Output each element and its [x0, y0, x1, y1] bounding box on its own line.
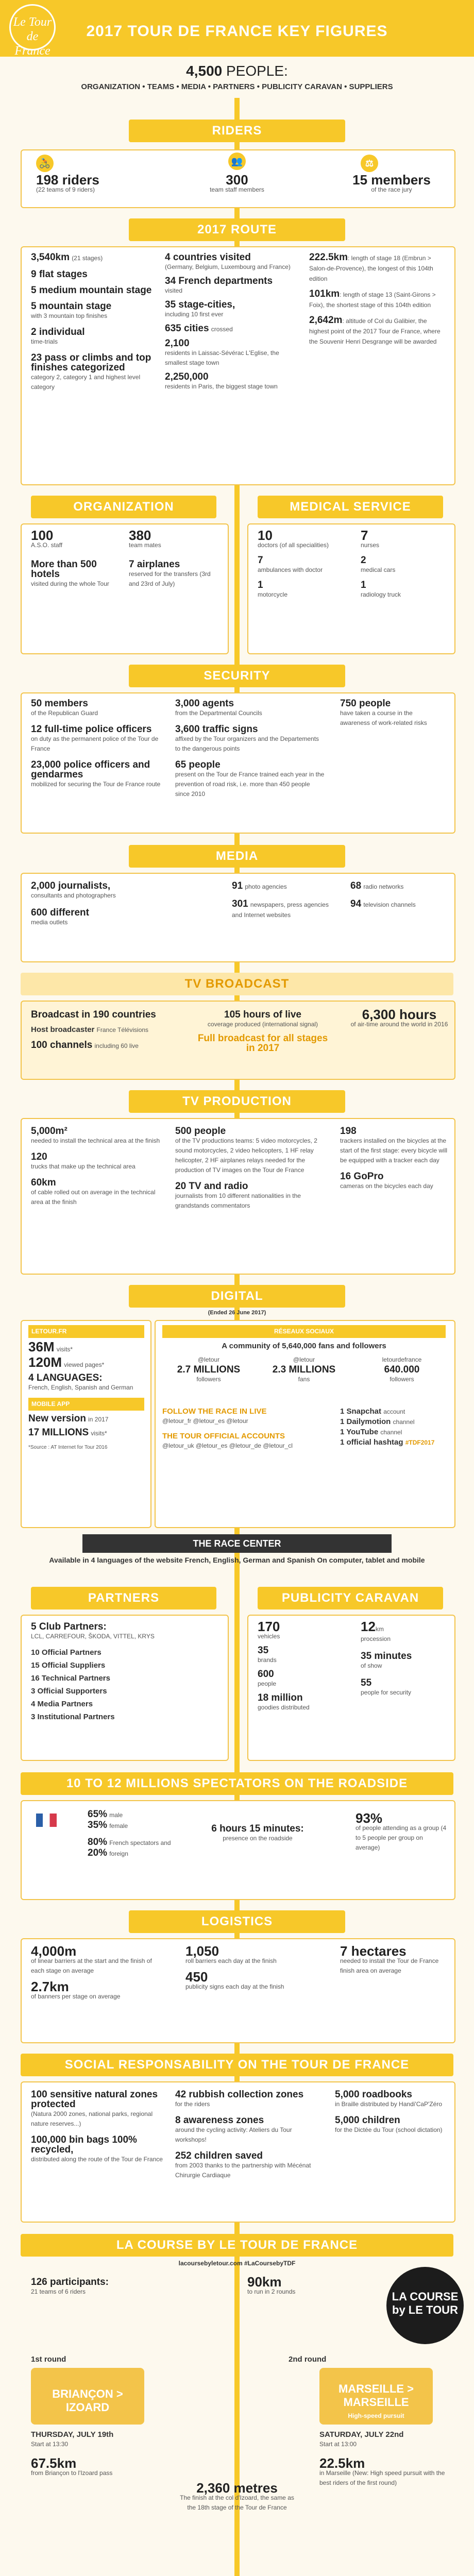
r2-label: 2nd round	[289, 2355, 327, 2364]
digital-mobile-label: MOBILE APP	[28, 1398, 144, 1411]
sec-chosen-sub: have taken a course in the awareness of work-related risks	[340, 709, 427, 726]
prod-col1	[31, 1126, 165, 1207]
r2-date: SATURDAY, JULY 22nd	[319, 2430, 404, 2439]
social-roadbooks-sub: in Braille distributed by Handi'CaP'Zéro	[335, 2100, 443, 2108]
partners-osupp: 3 Official Supporters	[31, 1687, 107, 1696]
med-cars-sub: medical cars	[361, 566, 396, 573]
broadcast-host: Host broadcaster	[31, 1025, 95, 1034]
broadcast-col3	[350, 1007, 448, 1029]
digital-app-visits-sub: visits*	[91, 1430, 107, 1437]
log-hectares-sub: needed to install the Tour de France finish area on average	[340, 1957, 439, 1974]
sec-traffic-sub: affixed by the Tour organizers and the Departements to the dangerous points	[175, 735, 319, 752]
org-col2	[129, 528, 222, 589]
org-staff: 100	[31, 528, 54, 543]
section-logistics-title: LOGISTICS	[129, 1910, 345, 1933]
prod-cable: 5,000m²	[31, 1126, 67, 1137]
media-photo: 91	[232, 880, 243, 891]
caravan-brands-sub: brands	[258, 1656, 277, 1664]
spect-time-sub: presence on the roadside	[223, 1835, 293, 1842]
section-partners-title: PARTNERS	[31, 1587, 216, 1609]
med-col2	[361, 528, 448, 600]
r1-km: 67.5km	[31, 2455, 77, 2471]
people-num: 4,500	[186, 63, 223, 79]
route-mountain-sub: with 3 mountain top finishes	[31, 312, 108, 319]
log-banners-sub: of banners per stage on average	[31, 1993, 121, 2000]
social-zones: 100 sensitive natural zones protected	[31, 2089, 158, 2110]
spect-french: 80%	[88, 1837, 108, 1848]
broadcast-countries: Broadcast in 190 countries	[31, 1009, 156, 1020]
twitter-count: 2.7 MILLIONS	[177, 1364, 241, 1375]
digital-social-label: RÉSEAUX SOCIAUX	[162, 1325, 446, 1338]
r2-type: High-speed pursuit	[348, 2412, 404, 2419]
r2-town: MARSEILLE > MARSEILLE	[338, 2382, 414, 2409]
daily-label: 1 Dailymotion	[340, 1417, 391, 1426]
digital-follow-sub: @letour_fr @letour_es @letour	[162, 1417, 248, 1425]
section-media-title: MEDIA	[129, 845, 345, 868]
broadcast-full: Full broadcast for all stages in 2017	[197, 1033, 328, 1054]
route-longest-sub: : length of stage 18 (Embrun > Salon-de-Provence), the longest of this 104th edition	[309, 255, 433, 282]
section-lacourse-title: LA COURSE BY LE TOUR DE FRANCE	[21, 2234, 453, 2257]
sec-chosen: 750 people	[340, 698, 391, 709]
lacourse-alt	[175, 2480, 299, 2513]
route-residents-small: 2,100	[165, 338, 190, 349]
broadcast-col1	[31, 1010, 185, 1051]
hashtag-label: 1 official hashtag	[340, 1438, 403, 1447]
spect-male-sub: male	[109, 1811, 123, 1819]
log-roll-sub: roll barriers each day at the finish	[185, 1957, 277, 1964]
route-col3	[309, 252, 446, 347]
riders-sub: (22 teams of 9 riders)	[36, 186, 95, 193]
route-distance-sub: (21 stages)	[72, 255, 103, 262]
spect-foreign-sub: foreign	[109, 1850, 128, 1857]
spect-col1	[88, 1809, 191, 1859]
social-children-sub: from 2003 thanks to the partnership with Mécénat Chirurgie Cardiaque	[175, 2162, 311, 2179]
med-moto: 1	[258, 580, 263, 590]
page-title: 2017 TOUR DE FRANCE KEY FIGURES	[86, 23, 388, 40]
social-col2	[175, 2090, 319, 2180]
lacourse-alt-num: 2,360 metres	[196, 2480, 278, 2496]
caravan-procession-sub: procession	[361, 1635, 391, 1642]
r2-info	[319, 2430, 453, 2488]
route-stagecities-sub: including 10 first ever	[165, 311, 224, 318]
spect-stage: 93%	[356, 1810, 383, 1826]
instagram-count: 640.000	[384, 1364, 420, 1375]
twitter-handle: @letour	[197, 1356, 220, 1363]
facebook-count: 2.3 MILLIONS	[272, 1364, 336, 1375]
section-digital-title: DIGITAL	[129, 1285, 345, 1308]
org-hotels: More than 500 hotels	[31, 559, 97, 580]
jury-icon: ⚖	[361, 155, 378, 172]
log-barriers: 4,000m	[31, 1943, 77, 1959]
spect-col2	[196, 1824, 319, 1843]
caravan-vehicles: 170	[258, 1619, 280, 1634]
sec-fulltime-sub: on duty as the permanent police of the Tour de France	[31, 735, 159, 752]
french-flag-icon	[36, 1814, 57, 1827]
digital-pages-sub: viewed pages*	[64, 1361, 105, 1368]
med-doctors-sub: doctors (of all specialities)	[258, 541, 329, 549]
route-residents-big-sub: residents in Paris, the biggest stage town	[165, 383, 278, 390]
social-rubbish-sub: for the riders	[175, 2100, 210, 2108]
route-countries: 4 countries visited	[165, 252, 251, 263]
twitter-sub: followers	[196, 1376, 221, 1383]
r2-km-sub: in Marseille (New: High speed pursuit with the best riders of the first round)	[319, 2469, 445, 2486]
partners-suppliers: 15 Official Suppliers	[31, 1661, 106, 1670]
sec-col2	[175, 699, 325, 799]
route-mountain: 5 mountain stage	[31, 301, 112, 312]
instagram-block	[356, 1355, 448, 1384]
media-outlets-sub: media outlets	[31, 919, 68, 926]
r1-info	[31, 2430, 185, 2478]
r2-time: Start at 13:00	[319, 2441, 357, 2448]
r1-town-card	[31, 2368, 144, 2425]
media-news: 301	[232, 899, 248, 909]
section-social-title: SOCIAL RESPONSABILITY ON THE TOUR DE FRANCE	[21, 2054, 453, 2076]
race-center-note: Available in 4 languages of the website French, English, German and Spanish On computer, tablet and mobile	[49, 1556, 425, 1564]
sec-agents: 3,000 agents	[175, 698, 234, 709]
digital-community: A community of 5,640,000 fans and followers	[222, 1342, 386, 1350]
caravan-security: 55	[361, 1677, 372, 1688]
social-schoolchildren-sub: for the Dictée du Tour (school dictation)	[335, 2126, 443, 2133]
social-zones-sub: (Natura 2000 zones, national parks, regional nature reserves...)	[31, 2110, 153, 2127]
digital-app-visits: 17 MILLIONS	[28, 1427, 89, 1438]
lacourse-site: lacoursebyletour.com #LaCoursebyTDF	[178, 2260, 296, 2267]
header-band	[0, 0, 474, 57]
org-planes: 7 airplanes	[129, 559, 180, 570]
social-bags-sub: distributed along the route of the Tour de France	[31, 2156, 163, 2163]
prod-gopro-sub: cameras on the bicycles each day	[340, 1182, 433, 1190]
org-mates-label: team mates	[129, 541, 161, 549]
people-label: PEOPLE:	[226, 63, 288, 79]
route-medium: 5 medium mountain stage	[31, 285, 152, 296]
lacourse-participants-num: 126 participants:	[31, 2277, 109, 2287]
media-radio: 68	[350, 880, 362, 891]
broadcast-airtime-sub: of air-time around the world in 2016	[350, 1021, 448, 1028]
route-col1	[31, 252, 160, 392]
route-stagecities: 35 stage-cities,	[165, 299, 235, 310]
r1-km-sub: from Briançon to l'Izoard pass	[31, 2469, 113, 2477]
med-radiology: 1	[361, 580, 366, 590]
caravan-brands: 35	[258, 1645, 269, 1656]
section-riders-title: RIDERS	[129, 120, 345, 142]
digital-web	[28, 1325, 144, 1452]
social-children: 252 children saved	[175, 2150, 263, 2161]
prod-col2	[175, 1126, 330, 1211]
partners-club: 5 Club Partners:	[31, 1621, 107, 1632]
people-groups: ORGANIZATION • TEAMS • MEDIA • PARTNERS • PUBLICITY CARAVAN • SUPPLIERS	[81, 82, 393, 91]
spect-stage-sub: of people attending as a group (4 to 5 people per group on average)	[356, 1824, 447, 1851]
people-count	[0, 63, 474, 79]
route-residents-small-sub: residents in Laissac-Sévérac L'Eglise, the smallest stage town	[165, 349, 279, 366]
broadcast-host-sub: France Télévisions	[96, 1026, 149, 1033]
caravan-procession-unit: km	[375, 1625, 384, 1633]
med-radiology-sub: radiology truck	[361, 591, 401, 598]
spect-male: 65%	[88, 1809, 108, 1820]
prod-gopro: 16 GoPro	[340, 1171, 384, 1182]
route-shortest: 101km	[309, 289, 340, 299]
caravan-people-sub: people	[258, 1680, 277, 1687]
digital-channels	[340, 1406, 448, 1448]
lacourse-alt-sub: The finish at the col d'Izoard, the same as the 18th stage of the Tour de France	[180, 2494, 294, 2511]
social-awareness: 8 awareness zones	[175, 2115, 264, 2126]
caravan-goodies: 18 million	[258, 1692, 303, 1703]
partners-tech: 16 Technical Partners	[31, 1674, 110, 1683]
digital-languages-sub: French, English, Spanish and German	[28, 1384, 133, 1391]
route-departments: 34 French departments	[165, 276, 273, 286]
snap-label: 1 Snapchat	[340, 1407, 382, 1416]
social-col3	[335, 2090, 448, 2135]
digital-date: (Ended 26 June 2017)	[208, 1310, 266, 1316]
jury-label: of the race jury	[371, 186, 412, 193]
log-poles: 450	[185, 1969, 208, 1985]
twitter-block	[162, 1355, 255, 1384]
broadcast-channels-sub: including 60 live	[94, 1042, 139, 1049]
jury-num: 15 members	[352, 172, 431, 188]
caravan-goodies-sub: goodies distributed	[258, 1704, 310, 1711]
sec-col3	[340, 699, 443, 728]
sec-police-sub: mobilized for securing the Tour de France route	[31, 781, 161, 788]
digital-follow: FOLLOW THE RACE IN LIVE	[162, 1407, 267, 1416]
spect-foreign: 20%	[88, 1848, 108, 1858]
broadcast-live: 105 hours of live	[224, 1009, 301, 1020]
org-mates: 380	[129, 528, 151, 543]
route-countries-sub: (Germany, Belgium, Luxembourg and France)	[165, 263, 291, 270]
sec-agents-sub: from the Departmental Councils	[175, 709, 262, 717]
caravan-security-sub: people for security	[361, 1689, 412, 1696]
sec-fulltime: 12 full-time police officers	[31, 724, 152, 735]
section-route-title: 2017 ROUTE	[129, 218, 345, 241]
media-journalists-sub: consultants and photographers	[31, 892, 116, 899]
media-tv-sub: television channels	[363, 901, 416, 908]
prod-col3	[340, 1126, 448, 1191]
log-col3	[340, 1943, 448, 1976]
media-col1	[31, 881, 175, 927]
section-broadcast-title: TV BROADCAST	[21, 973, 453, 995]
med-cars: 2	[361, 555, 366, 566]
digital-letour-label: LETOUR.FR	[28, 1325, 144, 1338]
yt-label: 1 YouTube	[340, 1428, 379, 1436]
lacourse-distance-sub: to run in 2 rounds	[247, 2288, 296, 2295]
staff-icon: 👥	[228, 152, 246, 170]
spect-female: 35%	[88, 1820, 108, 1831]
staff-block	[185, 172, 289, 195]
med-moto-sub: motorcycle	[258, 591, 288, 598]
media-news-sub: newspapers, press agencies and Internet websites	[232, 901, 329, 919]
partners-official: 10 Official Partners	[31, 1648, 101, 1657]
lacourse-participants	[31, 2277, 185, 2297]
med-ambulances: 7	[258, 555, 263, 566]
race-center-banner: THE RACE CENTER	[82, 1534, 392, 1553]
facebook-sub: fans	[298, 1376, 310, 1383]
log-col1	[31, 1943, 165, 2002]
prod-trackers-sub: trackers installed on the bicycles at the start of the first stage: every bicycle will be equipped with a tracker each day	[340, 1137, 448, 1164]
media-radio-sub: radio networks	[363, 883, 404, 890]
route-flat: 9 flat stages	[31, 269, 88, 280]
staff-num: 300	[226, 172, 248, 188]
med-ambulances-sub: ambulances with doctor	[258, 566, 323, 573]
prod-people: 500 people	[175, 1126, 226, 1137]
logo-text: Le Tour de France	[13, 15, 52, 58]
route-col2	[165, 252, 299, 392]
digital-version: New version	[28, 1413, 86, 1424]
social-rubbish: 42 rubbish collection zones	[175, 2089, 304, 2100]
caravan-people: 600	[258, 1669, 274, 1680]
section-spectators-title: 10 TO 12 MILLIONS SPECTATORS ON THE ROADSIDE	[21, 1772, 453, 1795]
route-passes: 23 pass or climbs and top finishes categorized	[31, 352, 151, 373]
log-col2	[185, 1943, 309, 1992]
digital-social	[162, 1325, 446, 1351]
prod-trucks-sub: trucks that make up the technical area	[31, 1163, 136, 1170]
route-passes-sub: category 2, category 1 and highest level category	[31, 374, 141, 391]
route-tt-sub: time-trials	[31, 338, 58, 345]
sec-traffic: 3,600 traffic signs	[175, 724, 258, 735]
log-hectares: 7 hectares	[340, 1943, 407, 1959]
spect-time: 6 hours 15 minutes:	[211, 1823, 304, 1834]
org-hotels-sub: visited during the whole Tour	[31, 580, 109, 587]
digital-version-sub: in 2017	[88, 1416, 109, 1423]
jury-block	[340, 172, 443, 195]
broadcast-col2	[196, 1010, 330, 1053]
lacourse-participants-sub: 21 teams of 6 riders	[31, 2288, 86, 2295]
prod-trackers: 198	[340, 1126, 357, 1137]
log-banners: 2.7km	[31, 1979, 69, 1994]
route-distance: 3,540km	[31, 252, 70, 263]
media-col3	[350, 881, 448, 910]
digital-languages: 4 LANGUAGES:	[28, 1372, 103, 1383]
sec-col1	[31, 699, 165, 789]
digital-official: THE TOUR OFFICIAL ACCOUNTS	[162, 1432, 285, 1440]
riders-block	[36, 172, 155, 195]
digital-official-sub: @letour_uk @letour_es @letour_de @letour_cl	[162, 1442, 293, 1449]
route-departments-sub: visited	[165, 287, 183, 294]
med-col1	[258, 528, 350, 600]
hashtag-sub: #TDF2017	[405, 1439, 435, 1446]
riders-num: 198 riders	[36, 172, 99, 188]
yt-sub: channel	[380, 1429, 402, 1436]
staff-label: team staff members	[210, 186, 264, 193]
facebook-handle: @letour	[293, 1356, 315, 1363]
prod-radio-sub: journalists from 10 different nationalities in the grandstands commentators	[175, 1192, 301, 1209]
media-photo-sub: photo agencies	[245, 883, 287, 890]
log-poles-sub: publicity signs each day at the finish	[185, 1983, 284, 1990]
route-cities: 635 cities	[165, 323, 209, 334]
snap-sub: account	[383, 1408, 405, 1415]
r1-town: BRIANÇON > IZOARD	[52, 2387, 123, 2414]
sec-police: 23,000 police officers and gendarmes	[31, 759, 150, 780]
partners-inst: 3 Institutional Partners	[31, 1713, 115, 1721]
partners-club-sub: LCL, CARREFOUR, ŠKODA, VITTEL, KRYS	[31, 1633, 155, 1640]
section-organization-title: ORGANIZATION	[31, 496, 216, 518]
r1-label: 1st round	[31, 2355, 66, 2364]
sec-prevention: 65 people	[175, 759, 221, 770]
route-altitude: 2,642m	[309, 315, 343, 326]
caravan-col2	[361, 1619, 448, 1698]
route-altitude-sub: : altitude of Col du Galibier, the highest point of the 2017 Tour de France, where the Souvenir Henri Desgrange will be awarded	[309, 317, 441, 345]
org-staff-label: A.S.O. staff	[31, 541, 63, 549]
r1-time: Start at 13:30	[31, 2441, 69, 2448]
route-cities-sub: crossed	[211, 326, 233, 333]
caravan-col1	[258, 1619, 350, 1713]
section-medical-title: MEDICAL SERVICE	[258, 496, 443, 518]
media-tv: 94	[350, 899, 362, 909]
rider-icon: 🚴	[36, 155, 54, 172]
partners-list	[31, 1622, 222, 1722]
med-nurses-sub: nurses	[361, 541, 380, 549]
caravan-duration: 35 minutes	[361, 1651, 412, 1662]
social-col1	[31, 2090, 165, 2164]
spect-female-sub: female	[109, 1822, 128, 1829]
r2-km: 22.5km	[319, 2455, 365, 2471]
prod-cables: 60km	[31, 1177, 56, 1188]
instagram-sub: followers	[390, 1376, 414, 1383]
lacourse-badge: LA COURSE by LE TOUR	[386, 2267, 464, 2344]
digital-accounts	[162, 1406, 332, 1451]
prod-cable-sub: needed to install the technical area at the finish	[31, 1137, 160, 1144]
route-shortest-sub: : length of stage 13 (Saint-Girons > Foix), the shortest stage of this 104th edition	[309, 291, 436, 309]
med-doctors: 10	[258, 528, 273, 543]
route-tt: 2 individual	[31, 327, 85, 337]
partners-mediap: 4 Media Partners	[31, 1700, 93, 1708]
digital-visits: 36M	[28, 1339, 55, 1354]
broadcast-live-sub: coverage produced (international signal)	[207, 1021, 318, 1028]
caravan-vehicles-sub: vehicles	[258, 1633, 280, 1640]
med-nurses: 7	[361, 528, 368, 543]
r2-town-card	[319, 2368, 433, 2425]
social-roadbooks: 5,000 roadbooks	[335, 2089, 412, 2100]
route-longest: 222.5km	[309, 252, 348, 263]
lacourse-distance-num: 90km	[247, 2274, 282, 2290]
org-planes-sub: reserved for the transfers (3rd and 23rd of July)	[129, 570, 211, 587]
social-awareness-sub: around the cycling activity: Ateliers du Tour workshops!	[175, 2126, 292, 2143]
org-col1	[31, 528, 118, 589]
route-residents-big: 2,250,000	[165, 371, 209, 382]
media-journalists: 2,000 journalists,	[31, 880, 111, 891]
social-bags: 100,000 bin bags 100% recycled,	[31, 2134, 137, 2155]
media-outlets: 600 different	[31, 907, 89, 918]
prod-radio: 20 TV and radio	[175, 1181, 248, 1192]
section-caravan-title: PUBLICITY CARAVAN	[258, 1587, 443, 1609]
spect-col3	[356, 1810, 448, 1853]
sec-prevention-sub: present on the Tour de France trained each year in the prevention of road risk, i.e. more than 450 people since 2010	[175, 771, 325, 798]
facebook-block	[258, 1355, 350, 1384]
log-barriers-sub: of linear barriers at the start and the finish of each stage on average	[31, 1957, 152, 1974]
section-security-title: SECURITY	[129, 665, 345, 687]
digital-pages: 120M	[28, 1354, 62, 1370]
caravan-duration-sub: of show	[361, 1662, 382, 1669]
caravan-procession: 12	[361, 1619, 376, 1634]
media-col2	[232, 881, 335, 920]
lacourse-distance	[247, 2274, 371, 2297]
daily-sub: channel	[393, 1418, 415, 1426]
instagram-handle: letourdefrance	[382, 1356, 422, 1363]
r1-date: THURSDAY, JULY 19th	[31, 2430, 114, 2439]
prod-people-sub: of the TV productions teams: 5 video motorcycles, 2 sound motorcycles, 2 video helicopters, 1 HF relay helicopter, 2 HF airplanes relays needed for the production of TV images on the Tour de France	[175, 1137, 317, 1174]
spect-french-sub: French spectators and	[109, 1839, 171, 1846]
prod-cables-sub: of cable rolled out on average in the technical area at the finish	[31, 1189, 156, 1206]
social-schoolchildren: 5,000 children	[335, 2115, 400, 2126]
log-roll: 1,050	[185, 1943, 219, 1959]
prod-trucks: 120	[31, 1151, 47, 1162]
sec-republican-sub: of the Republican Guard	[31, 709, 98, 717]
broadcast-airtime: 6,300 hours	[362, 1007, 437, 1022]
digital-footnote: *Source : AT Internet for Tour 2016	[28, 1445, 108, 1450]
broadcast-channels: 100 channels	[31, 1040, 93, 1050]
sec-republican: 50 members	[31, 698, 88, 709]
digital-visits-sub: visits*	[56, 1346, 73, 1353]
section-production-title: TV PRODUCTION	[129, 1090, 345, 1113]
